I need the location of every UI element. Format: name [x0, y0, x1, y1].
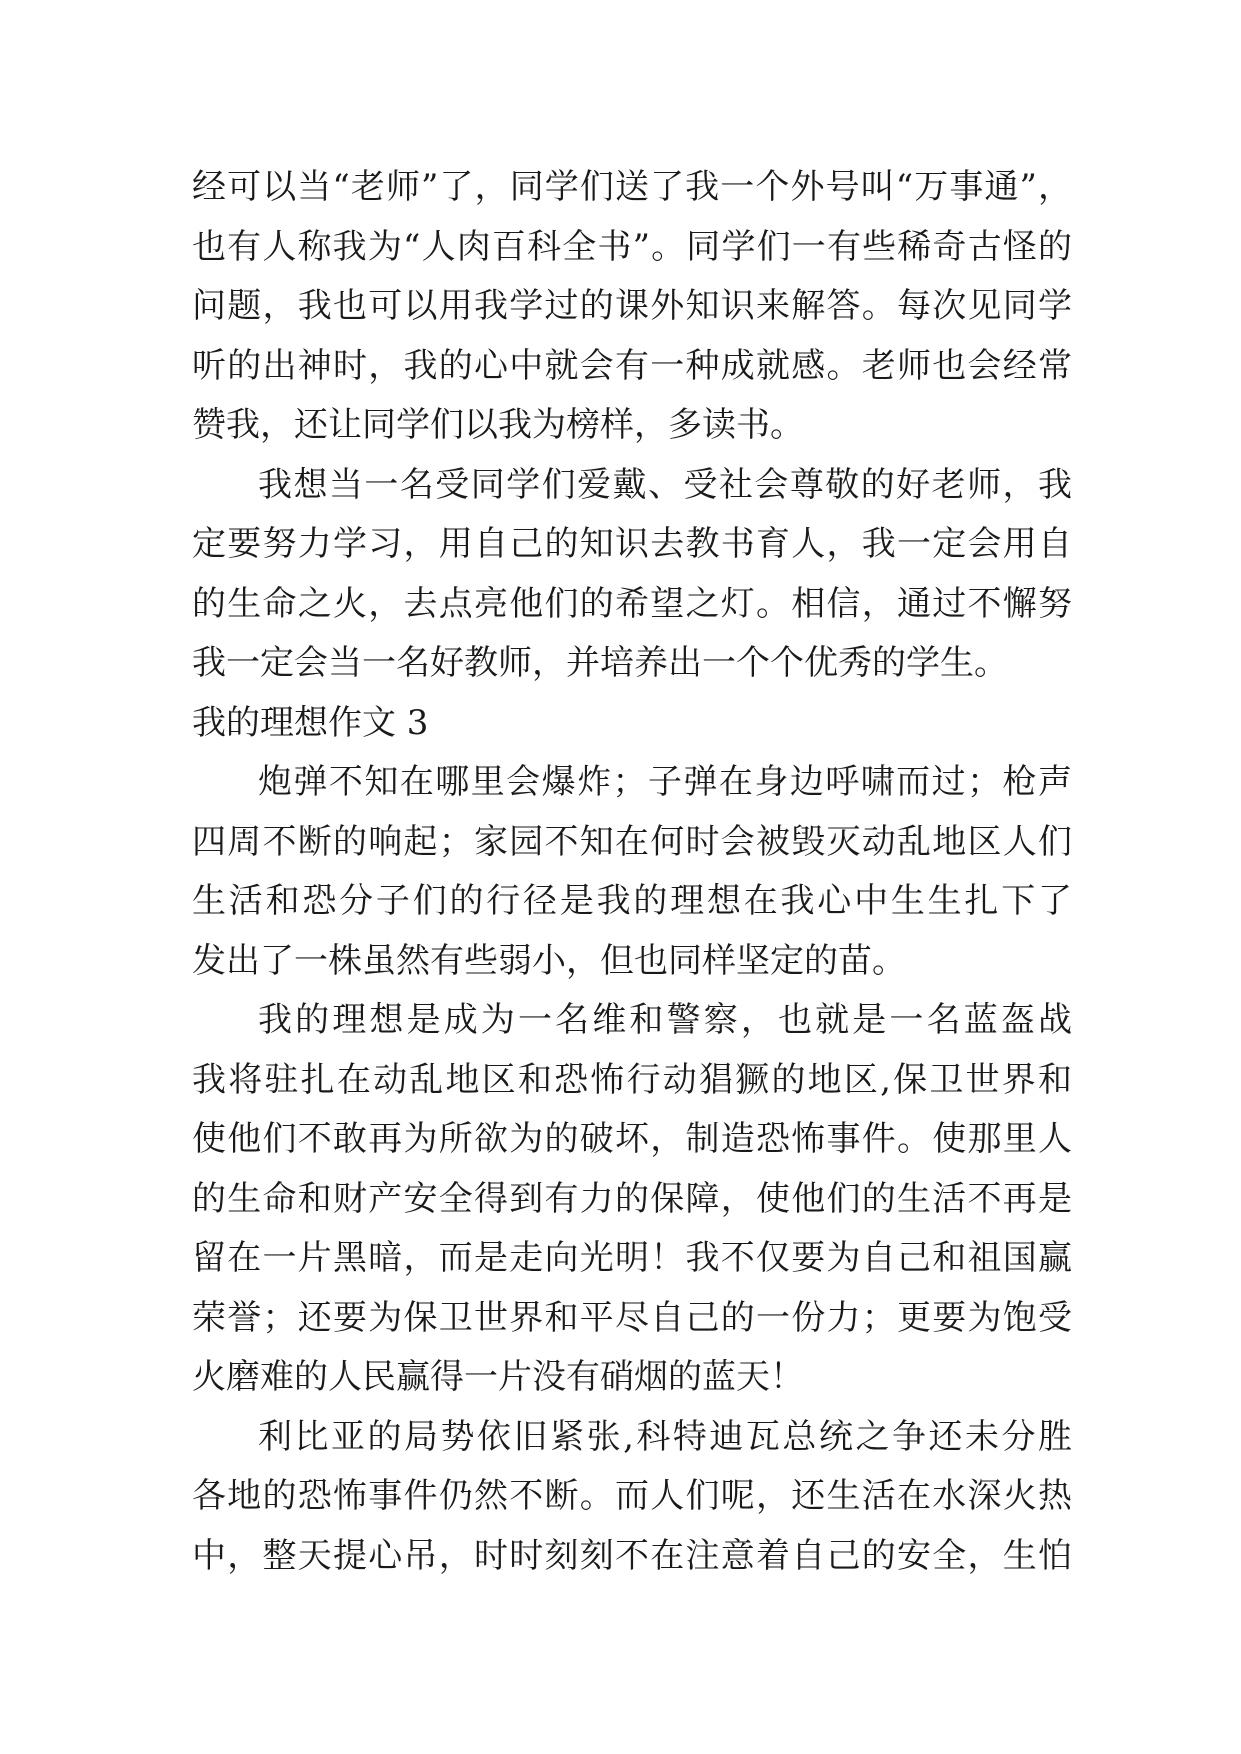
text-line: 使他们不敢再为所欲为的破坏，制造恐怖事件。使那里人 — [192, 1119, 1072, 1159]
text-line: 经可以当“老师”了，同学们送了我一个外号叫“万事通”， — [192, 167, 1072, 207]
document-body — [192, 158, 1072, 1586]
text-line: 留在一片黑暗，而是走向光明！我不仅要为自己和祖国赢 — [192, 1238, 1072, 1278]
text-line: 中，整天提心吊，时时刻刻不在注意着自己的安全，生怕 — [192, 1535, 1072, 1576]
text-line: 四周不断的响起；家园不知在何时会被毁灭动乱地区人们 — [192, 821, 1072, 862]
text-line: 也有人称我为“人肉百科全书”。同学们一有些稀奇古怪的 — [192, 226, 1072, 267]
text-line: 问题，我也可以用我学过的课外知识来解答。每次见同学 — [192, 286, 1072, 326]
section-heading: 我的理想作文 3 — [192, 702, 429, 743]
text-line: 定要努力学习，用自己的知识去教书育人，我一定会用自 — [192, 524, 1072, 564]
text-line: 炮弹不知在哪里会爆炸；子弹在身边呼啸而过；枪声 — [258, 762, 1072, 802]
text-line: 我想当一名受同学们爱戴、受社会尊敬的好老师，我 — [258, 464, 1072, 505]
text-line: 我的理想是成为一名维和警察，也就是一名蓝盔战 — [258, 1000, 1072, 1040]
text-line: 的生命和财产安全得到有力的保障，使他们的生活不再是 — [192, 1178, 1072, 1219]
text-line: 发出了一株虽然有些弱小，但也同样坚定的苗。 — [192, 940, 906, 981]
text-line: 赞我，还让同学们以我为榜样，多读书。 — [192, 405, 804, 445]
text-line: 的生命之火，去点亮他们的希望之灯。相信，通过不懈努 — [192, 583, 1072, 624]
text-line: 各地的恐怖事件仍然不断。而人们呢，还生活在水深火热 — [192, 1476, 1072, 1516]
text-line: 生活和恐分子们的行径是我的理想在我心中生生扎下了 — [192, 881, 1072, 921]
text-line: 利比亚的局势依旧紧张,科特迪瓦总统之争还未分胜 — [258, 1416, 1072, 1457]
text-line: 我将驻扎在动乱地区和恐怖行动猖獗的地区,保卫世界和 — [192, 1059, 1072, 1100]
text-line: 听的出神时，我的心中就会有一种成就感。老师也会经常 — [192, 345, 1072, 386]
text-line: 我一定会当一名好教师，并培养出一个个优秀的学生。 — [192, 643, 1008, 683]
text-line: 火磨难的人民赢得一片没有硝烟的蓝天！ — [192, 1357, 804, 1397]
text-line: 荣誉；还要为保卫世界和平尽自己的一份力；更要为饱受 — [192, 1297, 1072, 1338]
